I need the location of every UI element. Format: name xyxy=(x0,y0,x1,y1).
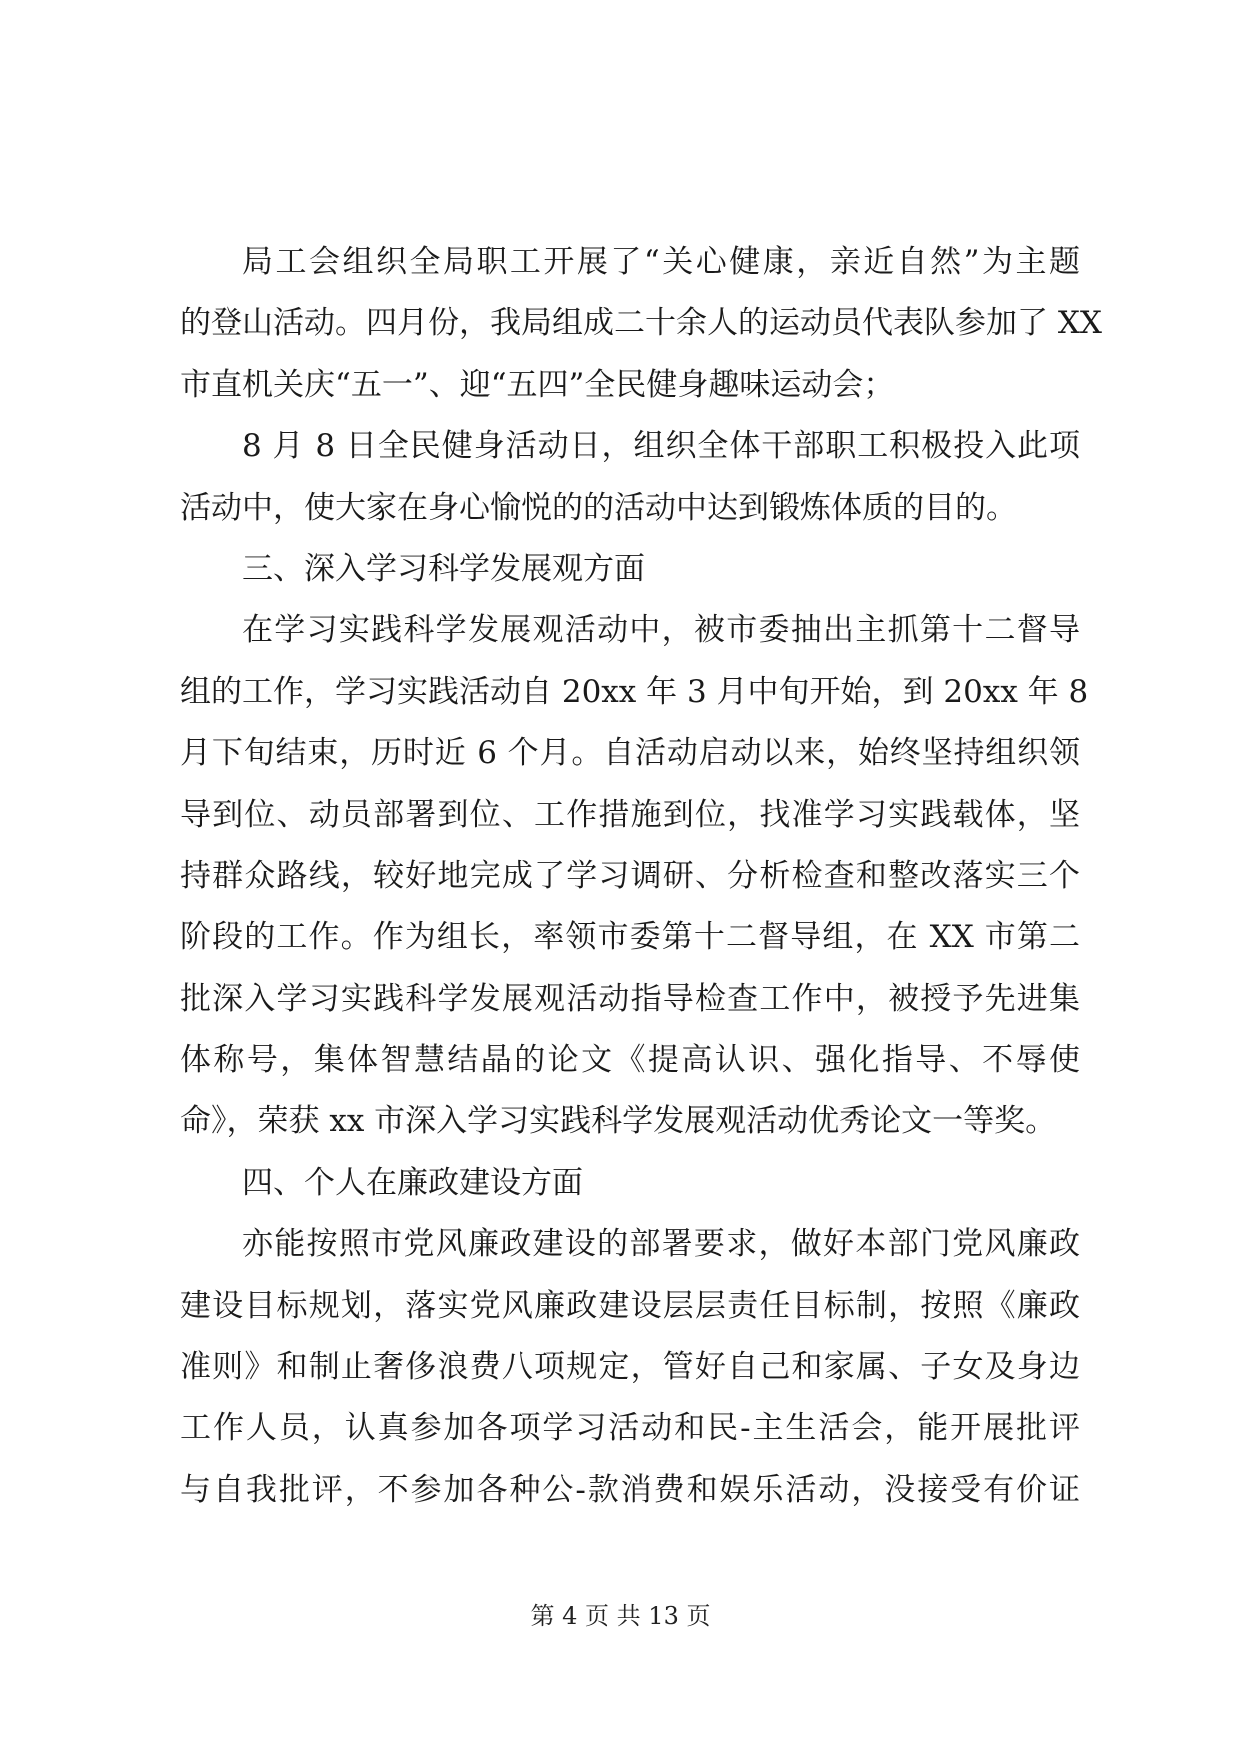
text-line: 三、深入学习科学发展观方面 xyxy=(242,550,645,587)
text-line: 导到位、动员部署到位、工作措施到位，找准学习实践载体，坚 xyxy=(180,796,1080,833)
text-line: 四、个人在廉政建设方面 xyxy=(242,1164,583,1201)
text-line: 8 月 8 日全民健身活动日，组织全体干部职工积极投入此项 xyxy=(242,428,1080,465)
text-line: 活动中，使大家在身心愉悦的的活动中达到锻炼体质的目的。 xyxy=(180,489,1017,526)
text-line: 阶段的工作。作为组长，率领市委第十二督导组，在 XX 市第二 xyxy=(180,919,1080,956)
document-body xyxy=(180,232,1102,1521)
text-line: 局工会组织全局职工开展了“关心健康，亲近自然”为主题 xyxy=(242,244,1080,280)
text-line: 持群众路线，较好地完成了学习调研、分析检查和整改落实三个 xyxy=(180,857,1080,894)
page-number-footer: 第 4 页 共 13 页 xyxy=(530,1602,711,1630)
text-line: 月下旬结束，历时近 6 个月。自活动启动以来，始终坚持组织领 xyxy=(180,735,1080,772)
text-line: 工作人员，认真参加各项学习活动和民-主生活会，能开展批评 xyxy=(180,1410,1080,1447)
text-line: 命》，荣获 xx 市深入学习实践科学发展观活动优秀论文一等奖。 xyxy=(180,1103,1057,1140)
text-line: 建设目标规划，落实党风廉政建设层层责任目标制，按照《廉政 xyxy=(180,1287,1080,1324)
text-line: 在学习实践科学发展观活动中，被市委抽出主抓第十二督导 xyxy=(242,612,1080,649)
text-line: 批深入学习实践科学发展观活动指导检查工作中，被授予先进集 xyxy=(180,980,1080,1017)
text-line: 的登山活动。四月份，我局组成二十余人的运动员代表队参加了 XX xyxy=(180,305,1102,342)
text-line: 组的工作，学习实践活动自 20xx 年 3 月中旬开始，到 20xx 年 8 xyxy=(180,673,1089,710)
text-line: 准则》和制止奢侈浪费八项规定，管好自己和家属、子女及身边 xyxy=(180,1349,1080,1386)
text-line: 与自我批评，不参加各种公-款消费和娱乐活动，没接受有价证 xyxy=(180,1471,1080,1508)
text-line: 亦能按照市党风廉政建设的部署要求，做好本部门党风廉政 xyxy=(242,1226,1080,1263)
text-line: 市直机关庆“五一”、迎“五四”全民健身趣味运动会； xyxy=(180,366,895,403)
text-line: 体称号，集体智慧结晶的论文《提高认识、强化指导、不辱使 xyxy=(180,1042,1080,1079)
